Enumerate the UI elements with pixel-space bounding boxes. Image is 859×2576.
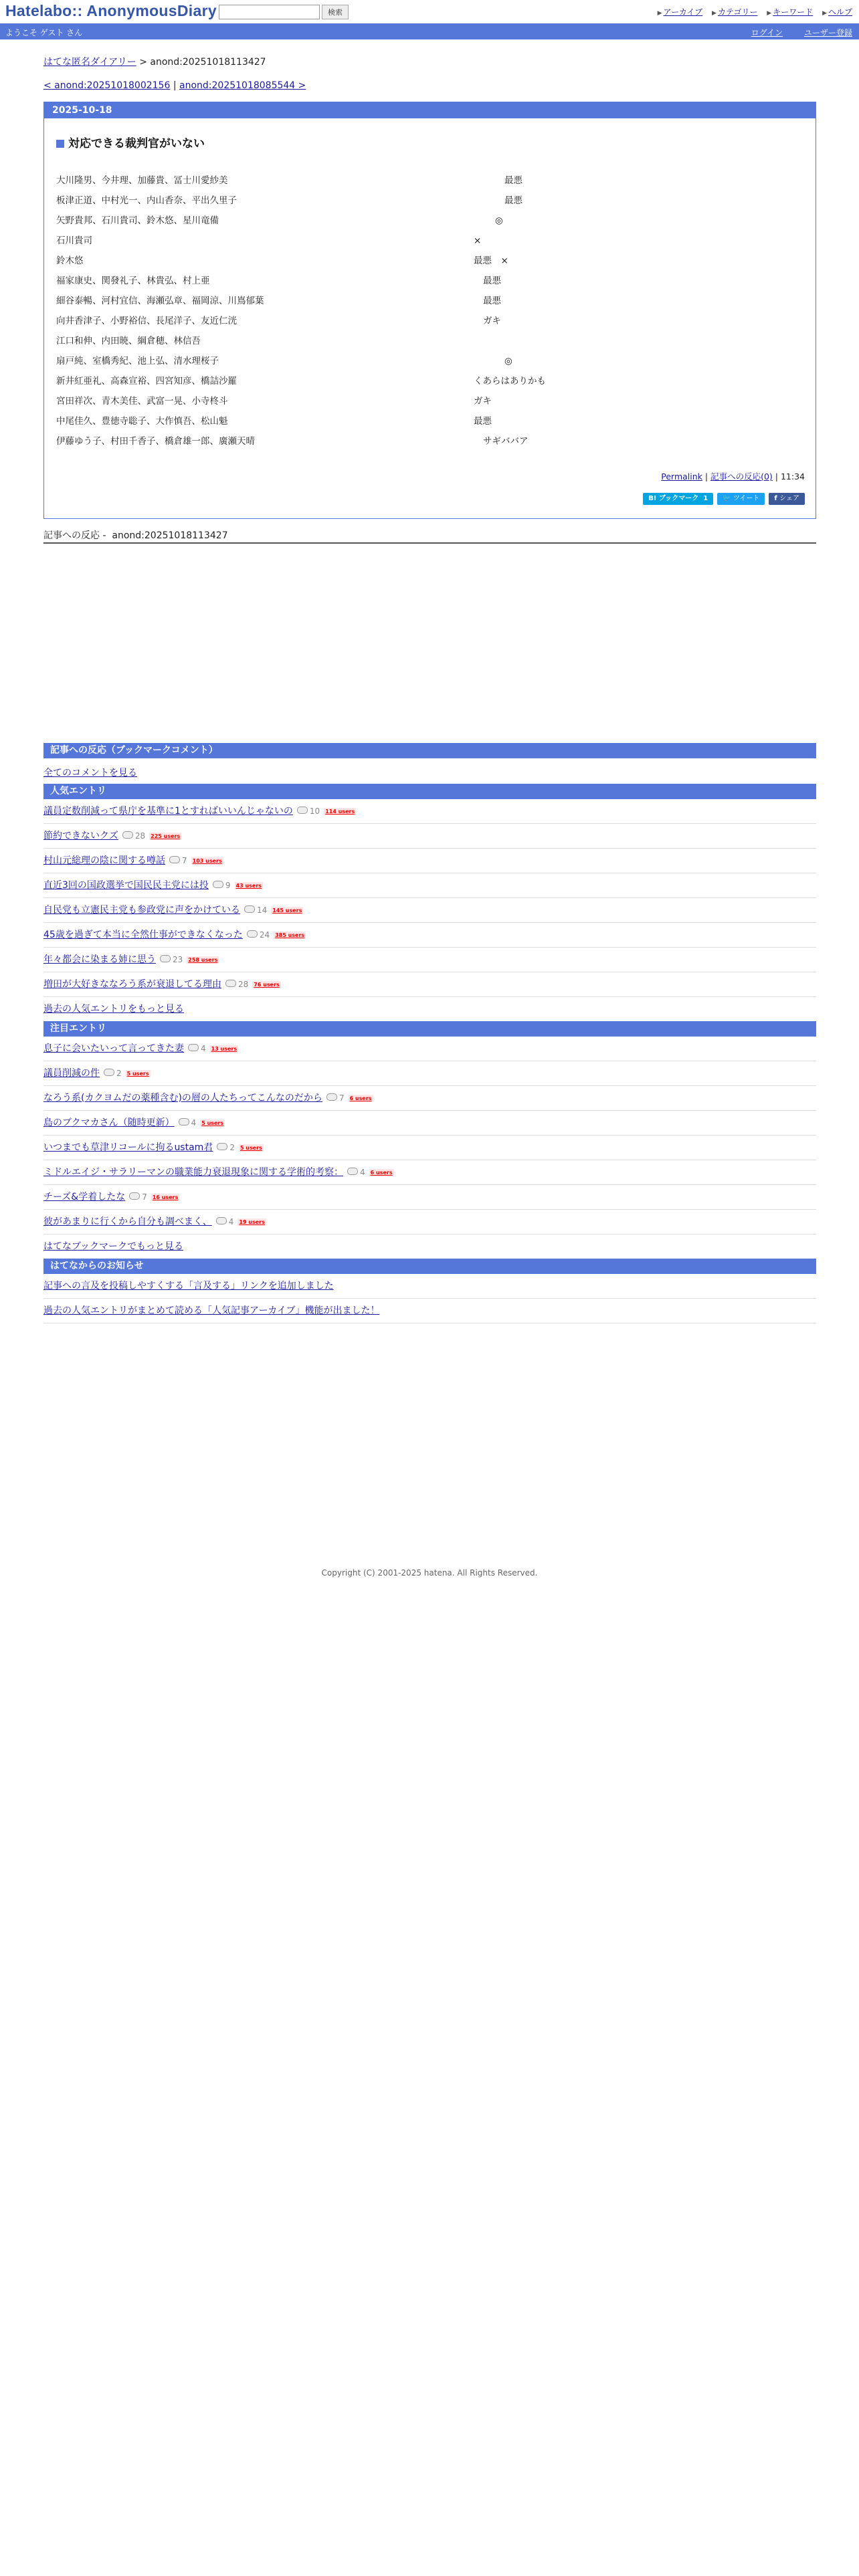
bookmark-users-badge[interactable]: 385 users xyxy=(275,932,305,938)
news-link[interactable]: 過去の人気エントリがまとめて読める「人気記事アーカイブ」機能が出ました！ xyxy=(43,1305,380,1316)
line-mark: 最悪 xyxy=(504,195,522,206)
comment-bubble-icon xyxy=(188,1044,199,1051)
line-mark: ガキ xyxy=(474,396,492,407)
comment-count-text: 28 xyxy=(238,980,249,989)
bookmark-users-badge[interactable]: 6 users xyxy=(370,1170,393,1176)
entry-line xyxy=(56,211,816,231)
square-icon xyxy=(56,140,64,148)
comment-bubble-icon xyxy=(217,1143,227,1150)
entry-line xyxy=(56,311,816,331)
entry-date: 2025-10-18 xyxy=(44,102,816,118)
line-mark: サギババア xyxy=(483,436,529,447)
facebook-icon: f xyxy=(774,495,780,502)
breadcrumb-separator: > xyxy=(136,57,151,68)
comment-count[interactable] xyxy=(122,824,145,848)
register-link[interactable]: ユーザー登録 xyxy=(803,28,852,37)
list-item xyxy=(43,948,816,972)
comment-count[interactable] xyxy=(244,898,267,922)
entry-link[interactable]: 増田が大好きななろう系が衰退してる理由 xyxy=(43,979,221,990)
comment-count[interactable] xyxy=(179,1111,197,1135)
list-item xyxy=(43,1061,816,1086)
line-text: 江口和伸、内田暁、綱倉穂、林信吾 xyxy=(56,336,201,346)
entry-link[interactable]: いつまでも草津リコールに拘るustam君 xyxy=(43,1142,213,1153)
bookmark-users-badge[interactable]: 5 users xyxy=(240,1145,262,1151)
comment-count-text: 14 xyxy=(257,905,268,915)
list-item xyxy=(43,1235,816,1259)
bookmark-users-badge[interactable]: 19 users xyxy=(239,1219,265,1225)
comment-count-text: 4 xyxy=(201,1044,206,1053)
comment-count-text: 2 xyxy=(229,1143,235,1152)
bookmark-users-badge[interactable]: 16 users xyxy=(152,1194,179,1200)
all-comments-link[interactable]: 全てのコメントを見る xyxy=(43,768,137,778)
popular-entries-list xyxy=(43,799,816,997)
footer-separator: | xyxy=(702,471,711,481)
user-bar xyxy=(0,23,859,39)
list-item xyxy=(43,849,816,873)
bookmark-users-badge[interactable]: 225 users xyxy=(151,833,181,839)
bookmark-users-badge[interactable]: 103 users xyxy=(192,858,222,864)
bookmark-users-badge[interactable]: 114 users xyxy=(325,809,355,815)
entry-time: 11:34 xyxy=(780,471,805,481)
bookmark-users-badge[interactable]: 145 users xyxy=(272,907,302,914)
list-item xyxy=(43,1274,816,1299)
main-content xyxy=(43,39,816,1323)
share-buttons xyxy=(643,493,805,505)
help-link[interactable]: ヘルプ xyxy=(828,7,852,17)
reactions-header: 記事への反応 - anond:20251018113427 xyxy=(43,528,816,544)
comment-bubble-icon xyxy=(326,1093,337,1101)
list-item xyxy=(43,923,816,948)
welcome-text: ようこそ ゲスト さん xyxy=(5,28,83,37)
list-item xyxy=(43,762,816,784)
entry-title-row xyxy=(56,134,816,150)
entry-link[interactable]: 直近3回の国政選挙で国民民主党には投 xyxy=(43,880,209,891)
list-item xyxy=(43,824,816,849)
entry-navigation xyxy=(43,80,816,91)
entry-line xyxy=(56,371,816,391)
comment-count-text: 10 xyxy=(309,807,320,816)
comment-count[interactable] xyxy=(297,799,320,823)
comment-count-text: 4 xyxy=(228,1217,234,1226)
breadcrumb-current: anond:20251018113427 xyxy=(150,57,266,68)
entry-link[interactable]: 45歳を過ぎて本当に全然仕事ができなくなった xyxy=(43,930,243,940)
bookmark-users-badge[interactable]: 258 users xyxy=(188,957,218,963)
comment-count[interactable] xyxy=(217,1136,235,1160)
line-mark: ◎ xyxy=(495,215,503,226)
tweet-label: ツイート xyxy=(733,495,760,502)
permalink-link[interactable]: Permalink xyxy=(661,471,702,481)
prev-entry-link[interactable]: < anond:20251018002156 xyxy=(43,80,171,91)
list-item xyxy=(43,997,816,1021)
line-text: 鈴木悠 xyxy=(56,255,84,266)
list-item xyxy=(43,972,816,997)
comment-count-text: 23 xyxy=(173,955,183,964)
comment-bubble-icon xyxy=(297,807,308,814)
twitter-icon: 🐦 xyxy=(723,495,733,502)
line-text: 細谷泰暢、河村宜信、海瀬弘章、福岡涼、川嶌郁葉 xyxy=(56,296,264,306)
comment-bubble-icon xyxy=(104,1069,114,1076)
list-item xyxy=(43,1299,816,1323)
entry-line xyxy=(56,271,816,291)
line-text: 石川貴司 xyxy=(56,235,92,246)
entry-link[interactable]: 議員定数削減って県庁を基準に1とすればいいんじゃないの xyxy=(43,806,293,817)
comment-bubble-icon xyxy=(347,1168,358,1175)
line-text: 中尾佳久、豊徳寺聡子、大作慎吾、松山魁 xyxy=(56,416,228,427)
entry-link[interactable]: ミドルエイジ・サラリーマンの職業能力衰退現象に関する学術的考察： xyxy=(43,1167,343,1178)
entry-footer xyxy=(661,470,805,482)
comment-count[interactable] xyxy=(347,1160,365,1184)
popular-entries-header: 人気エントリ xyxy=(43,784,816,799)
attention-entries-header: 注目エントリ xyxy=(43,1021,816,1037)
triangle-icon: ▶ xyxy=(767,10,772,17)
attention-entries-list xyxy=(43,1037,816,1235)
bookmark-users-badge[interactable]: 43 users xyxy=(235,883,262,889)
entry-line xyxy=(56,431,816,451)
line-text: 新井紅亜礼、高森宣裕、四宮知彦、橋詰沙羅 xyxy=(56,376,237,387)
line-mark: 最悪 × xyxy=(474,255,508,266)
line-mark: 最悪 xyxy=(504,175,522,186)
entry-link[interactable]: なろう系(カクヨムだの薬種含む)の層の人たちってこんなのだから xyxy=(43,1093,322,1103)
line-mark: 最悪 xyxy=(483,296,501,306)
facebook-share-button[interactable] xyxy=(769,493,805,505)
bookmark-users-badge[interactable]: 13 users xyxy=(211,1046,237,1052)
tweet-button[interactable] xyxy=(717,493,765,505)
entry-link[interactable]: 彼があまりに行くから自分も調べまく、 xyxy=(43,1216,212,1227)
keyword-link[interactable]: キーワード xyxy=(773,7,814,17)
comment-bubble-icon xyxy=(179,1118,189,1125)
comment-count-text: 4 xyxy=(360,1168,365,1177)
entry-link[interactable]: 息子に会いたいって言ってきた妻 xyxy=(43,1043,184,1054)
entry-line xyxy=(56,391,816,411)
more-bookmark-link[interactable]: はてなブックマークでもっと見る xyxy=(43,1241,184,1252)
line-mark: ◎ xyxy=(504,356,512,366)
comment-bubble-icon xyxy=(169,856,180,863)
entry-link[interactable]: チーズ&学着したな xyxy=(43,1192,126,1202)
list-item xyxy=(43,1086,816,1111)
entry-line xyxy=(56,351,816,371)
entry-link[interactable]: 島のブクマカさん（随時更新） xyxy=(43,1117,175,1128)
comment-bubble-icon xyxy=(213,881,223,888)
entry-line xyxy=(56,251,816,271)
news-link[interactable]: 記事への言及を投稿しやすくする「言及する」リンクを追加しました xyxy=(43,1281,334,1291)
entry-line xyxy=(56,231,816,251)
bookmark-users-badge[interactable]: 76 users xyxy=(254,982,280,988)
comment-bubble-icon xyxy=(225,980,236,987)
hatena-bookmark-button[interactable]: B! ブックマーク 1 xyxy=(643,493,713,505)
list-item xyxy=(43,1160,816,1185)
comment-count-text: 7 xyxy=(142,1192,147,1202)
triangle-icon: ▶ xyxy=(822,10,827,17)
comment-bubble-icon xyxy=(129,1192,140,1200)
entry-line xyxy=(56,291,816,311)
comment-bubble-icon xyxy=(160,955,171,962)
top-links xyxy=(651,6,852,17)
comment-bubble-icon xyxy=(122,831,133,839)
comment-count-text: 7 xyxy=(339,1093,345,1103)
line-text: 宮田祥次、青木美佳、武富一晃、小寺柊斗 xyxy=(56,396,228,407)
ad-space xyxy=(43,544,816,743)
entry-line xyxy=(56,171,816,191)
category-link[interactable]: カテゴリー xyxy=(717,7,758,17)
list-item xyxy=(43,799,816,824)
comment-count-text: 4 xyxy=(191,1118,197,1128)
entry-body xyxy=(56,171,816,451)
reaction-count-link[interactable]: 記事への反応(0) xyxy=(710,471,773,481)
line-mark: × xyxy=(474,235,482,246)
entry-line xyxy=(56,411,816,431)
comment-count[interactable] xyxy=(188,1037,206,1061)
entry-line xyxy=(56,191,816,211)
site-logo[interactable]: Hatelabo:: AnonymousDiary xyxy=(5,2,217,19)
list-item xyxy=(43,1210,816,1235)
line-mark: くあらはありかも xyxy=(474,376,546,387)
comment-bubble-icon xyxy=(247,930,258,938)
comment-count[interactable] xyxy=(160,948,183,972)
top-bar xyxy=(0,0,859,23)
comment-count[interactable] xyxy=(213,873,231,897)
facebook-label: シェア xyxy=(779,495,799,502)
more-popular-link[interactable]: 過去の人気エントリをもっと見る xyxy=(43,1004,184,1014)
search-button[interactable]: 検索 xyxy=(322,5,349,19)
search-input[interactable] xyxy=(219,5,320,19)
bookmark-users-badge[interactable]: 6 users xyxy=(349,1095,372,1101)
entry-link[interactable]: 年々都会に染まる姉に思う xyxy=(43,954,156,965)
comment-count-text: 24 xyxy=(259,930,270,940)
comment-count[interactable] xyxy=(247,923,270,947)
comment-bubble-icon xyxy=(216,1217,227,1224)
bookmark-comments-header: 記事への反応（ブックマークコメント） xyxy=(43,743,816,758)
comment-count[interactable] xyxy=(129,1185,147,1209)
next-entry-link[interactable]: anond:20251018085544 > xyxy=(179,80,306,91)
entry-line xyxy=(56,331,816,351)
breadcrumb-root-link[interactable]: はてな匿名ダイアリー xyxy=(43,57,136,68)
line-mark: 最悪 xyxy=(483,276,501,286)
login-link[interactable]: ログイン xyxy=(751,28,783,37)
list-item xyxy=(43,898,816,923)
line-mark: 最悪 xyxy=(474,416,492,427)
line-text: 扇戸純、室橋秀紀、池上弘、清水理桜子 xyxy=(56,356,219,366)
comment-bubble-icon xyxy=(244,905,255,913)
entry-title[interactable]: 対応できる裁判官がいない xyxy=(68,137,205,150)
comment-count-text: 9 xyxy=(225,881,231,890)
entry-link[interactable]: 節約できないクズ xyxy=(43,831,118,841)
diary-entry xyxy=(43,102,816,519)
comment-count[interactable] xyxy=(216,1210,234,1234)
line-mark: ガキ xyxy=(483,316,501,326)
nav-separator: | xyxy=(170,80,180,91)
list-item xyxy=(43,873,816,898)
triangle-icon: ▶ xyxy=(657,10,662,17)
comment-count-text: 2 xyxy=(116,1069,122,1078)
entry-link[interactable]: 議員削減の件 xyxy=(43,1068,100,1079)
comment-count-text: 28 xyxy=(134,831,146,841)
comment-count[interactable] xyxy=(225,972,248,996)
comment-count[interactable] xyxy=(326,1086,345,1110)
list-item xyxy=(43,1136,816,1160)
line-text: 矢野貴邦、石川貴司、鈴木悠、星川竜備 xyxy=(56,215,219,226)
line-text: 福家康史、関發礼子、林貴弘、村上亜 xyxy=(56,276,210,286)
line-text: 向井香津子、小野裕信、長尾洋子、友近仁洸 xyxy=(56,316,237,326)
bookmark-users-badge[interactable]: 5 users xyxy=(201,1120,224,1126)
list-item xyxy=(43,1037,816,1061)
breadcrumb xyxy=(43,55,816,68)
bookmark-users-badge[interactable]: 5 users xyxy=(126,1071,149,1077)
news-header: はてなからのお知らせ xyxy=(43,1259,816,1274)
list-item xyxy=(43,1111,816,1136)
comment-count[interactable] xyxy=(104,1061,122,1085)
footer-separator: | xyxy=(772,471,781,481)
list-item xyxy=(43,1185,816,1210)
line-text: 大川隆男、今井理、加藤貴、冨士川愛紗美 xyxy=(56,175,228,186)
entry-link[interactable]: 村山元総理の陰に関する噂話 xyxy=(43,855,165,866)
comment-count[interactable] xyxy=(169,849,187,873)
line-text: 板津正道、中村光一、内山香奈、平出久里子 xyxy=(56,195,237,206)
entry-link[interactable]: 自民党も立憲民主党も参政党に声をかけている xyxy=(43,905,240,916)
archive-link[interactable]: アーカイブ xyxy=(663,7,703,17)
line-text: 伊藤ゆう子、村田千香子、橋倉雄一郎、廣瀬天晴 xyxy=(56,436,255,447)
triangle-icon: ▶ xyxy=(712,10,717,17)
comment-count-text: 7 xyxy=(182,856,187,865)
copyright: Copyright (C) 2001-2025 hatena. All Rights Reserved. xyxy=(321,1568,538,1578)
